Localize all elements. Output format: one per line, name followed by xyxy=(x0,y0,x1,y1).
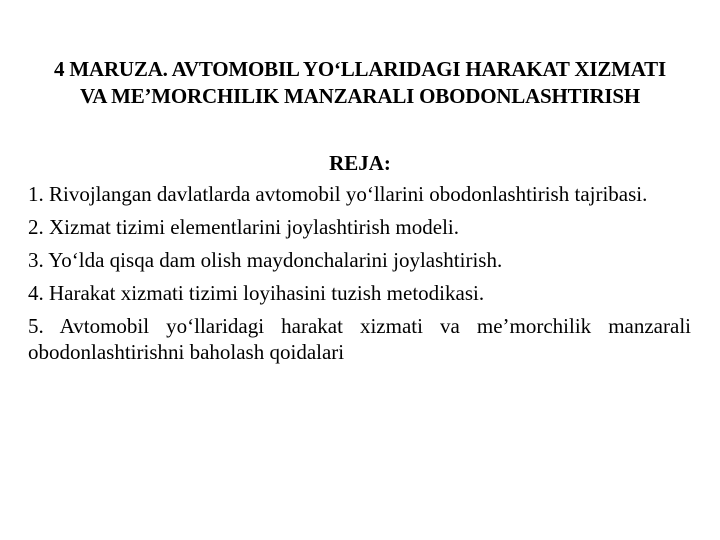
plan-item-5: 5. Avtomobil yo‘llaridagi harakat xizmati va me’morchilik manzarali obodonlashtirishni baholash qoidalari xyxy=(28,314,691,364)
plan-item-3: 3. Yo‘lda qisqa dam olish maydonchalarini joylashtirish. xyxy=(28,248,503,272)
slide-title: 4 MARUZA. AVTOMOBIL YO‘LLARIDAGI HARAKAT XIZMATI VA ME’MORCHILIK MANZARALI OBODONLASHTIRISH xyxy=(54,57,666,108)
plan-item-1: 1. Rivojlangan davlatlarda avtomobil yo‘llarini obodonlashtirish tajribasi. xyxy=(28,182,648,206)
plan-item-4: 4. Harakat xizmati tizimi loyihasini tuzish metodikasi. xyxy=(28,281,485,305)
plan-item-2: 2. Xizmat tizimi elementlarini joylashtirish modeli. xyxy=(28,215,459,239)
plan-heading: REJA: xyxy=(329,151,391,175)
plan-list xyxy=(28,181,691,372)
